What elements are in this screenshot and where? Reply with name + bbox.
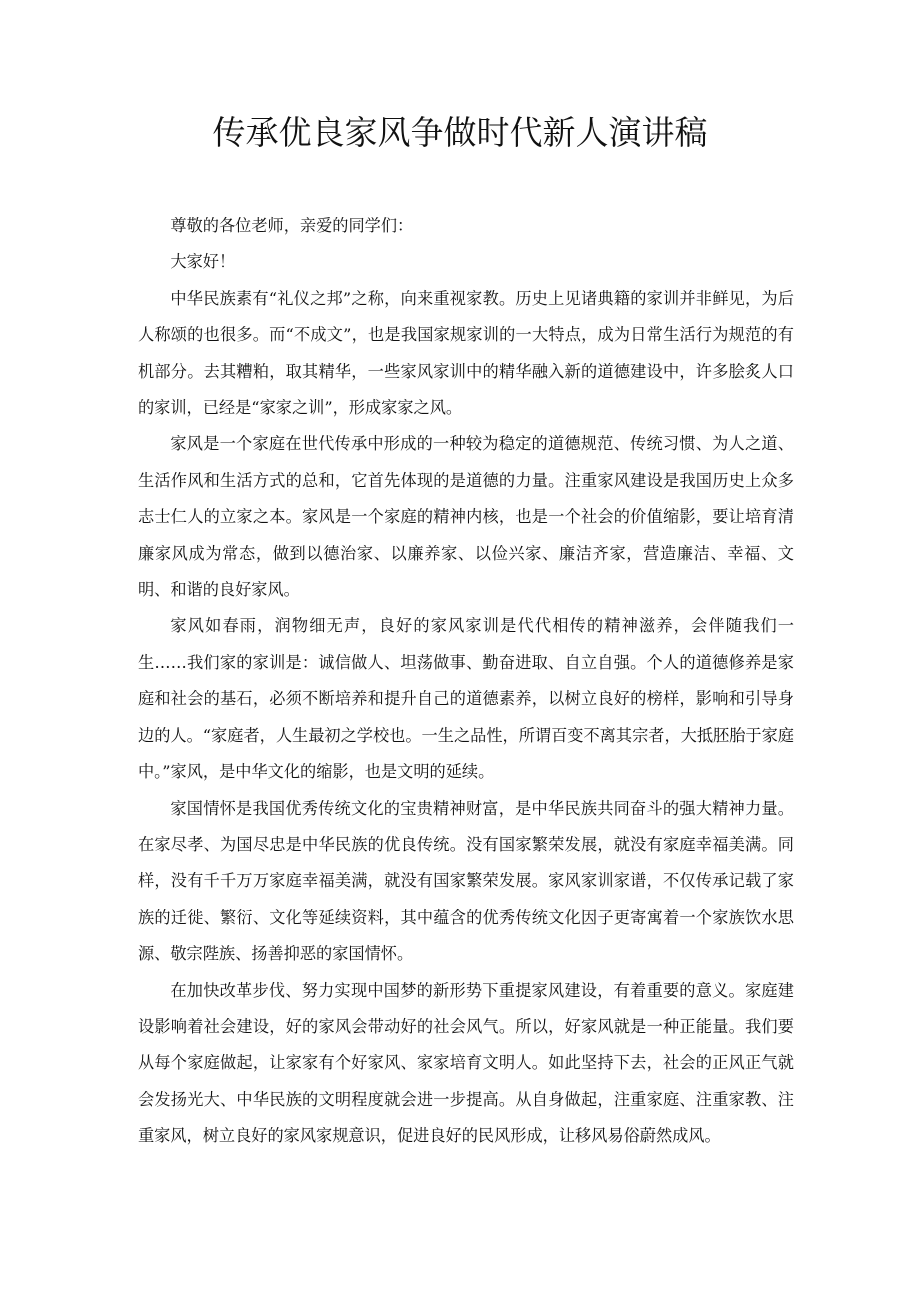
paragraph-3: 家风如春雨，润物细无声，良好的家风家训是代代相传的精神滋养，会伴随我们一生……我们家的家训是：诚信做人、坦荡做事、勤奋进取、自立自强。个人的道德修养是家庭和社会的基石，必须不断培养和提升自己的道德素养，以树立良好的榜样，影响和引导身边的人。“家庭者，人生最初之学校也。一生之品性，所谓百变不离其宗者，大抵胚胎于家庭中。”家风，是中华文化的缩影，也是文明的延续。	[138, 616, 794, 782]
greeting: 大家好！	[170, 252, 236, 272]
paragraph-5: 在加快改革步伐、努力实现中国梦的新形势下重提家风建设，有着重要的意义。家庭建设影响着社会建设，好的家风会带动好的社会风气。所以，好家风就是一种正能量。我们要从每个家庭做起，让家家有个好家风、家家培育文明人。如此坚持下去，社会的正风正气就会发扬光大、中华民族的文明程度就会进一步提高。从自身做起，注重家庭、注重家教、注重家风，树立良好的家风家规意识，促进良好的民风形成，让移风易俗蔚然成风。	[138, 980, 794, 1146]
document-title: 传承优良家风争做时代新人演讲稿	[212, 113, 708, 152]
document-body	[138, 208, 794, 1155]
salutation: 尊敬的各位老师，亲爱的同学们：	[170, 216, 414, 235]
paragraph-2: 家风是一个家庭在世代传承中形成的一种较为稳定的道德规范、传统习惯、为人之道、生活作风和生活方式的总和，它首先体现的是道德的力量。注重家风建设是我国历史上众多志士仁人的立家之本。家风是一个家庭的精神内核，也是一个社会的价值缩影，要让培育清廉家风成为常态，做到以德治家、以廉养家、以俭兴家、廉洁齐家，营造廉洁、幸福、文明、和谐的良好家风。	[138, 434, 794, 600]
paragraph-1: 中华民族素有“礼仪之邦”之称，向来重视家教。历史上见诸典籍的家训并非鲜见，为后人称颂的也很多。而“不成文”，也是我国家规家训的一大特点，成为日常生活行为规范的有机部分。去其糟粕，取其精华，一些家风家训中的精华融入新的道德建设中，许多脍炙人口的家训，已经是“家家之训”，形成家家之风。	[138, 288, 794, 418]
paragraph-4: 家国情怀是我国优秀传统文化的宝贵精神财富，是中华民族共同奋斗的强大精神力量。在家尽孝、为国尽忠是中华民族的优良传统。没有国家繁荣发展，就没有家庭幸福美满。同样，没有千千万万家庭幸福美满，就没有国家繁荣发展。家风家训家谱，不仅传承记载了家族的迁徙、繁衍、文化等延续资料，其中蕴含的优秀传统文化因子更寄寓着一个家族饮水思源、敬宗陛族、扬善抑恶的家国情怀。	[138, 798, 794, 964]
